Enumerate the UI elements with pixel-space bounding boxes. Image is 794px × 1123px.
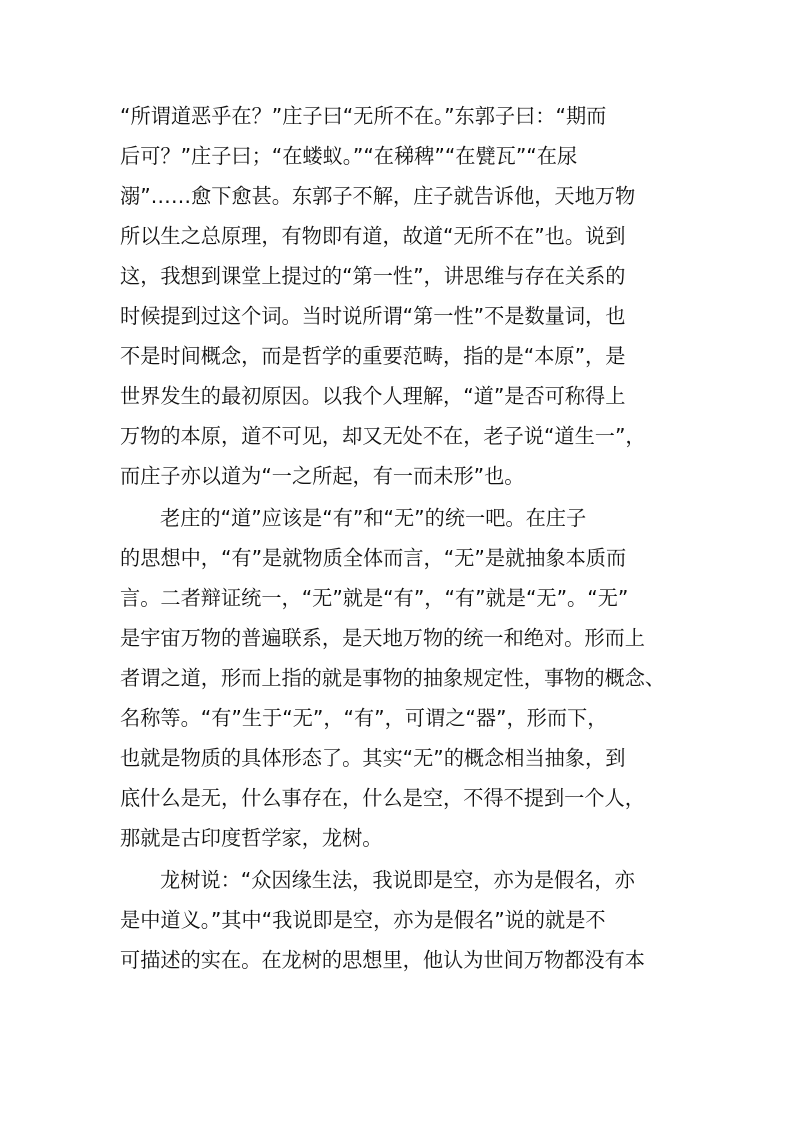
- text-line: 是中道义。”其中“我说即是空，亦为是假名”说的就是不: [120, 908, 606, 932]
- paragraph-start-line: 老庄的“道”应该是“有”和“无”的统一吧。在庄子: [160, 506, 587, 530]
- paragraph-start-line: 龙树说：“众因缘生法，我说即是空，亦为是假名，亦: [160, 868, 635, 892]
- text-line: 而庄子亦以道为“一之所起，有一而未形”也。: [120, 464, 525, 488]
- text-line: 时候提到过这个词。当时说所谓“第一性”不是数量词，也: [120, 304, 626, 328]
- text-line: 可描述的实在。在龙树的思想里，他认为世间万物都没有本: [120, 948, 645, 972]
- text-line: 是宇宙万物的普遍联系，是天地万物的统一和绝对。形而上: [120, 626, 645, 650]
- text-line: 言。二者辩证统一，“无”就是“有”，“有”就是“无”。“无”: [120, 586, 629, 610]
- text-line: 也就是物质的具体形态了。其实“无”的概念相当抽象，到: [120, 746, 626, 770]
- text-line: “所谓道恶乎在？”庄子曰“无所不在。”东郭子曰：“期而: [120, 104, 607, 128]
- text-line: 所以生之总原理，有物即有道，故道“无所不在”也。说到: [120, 224, 626, 248]
- text-line: 不是时间概念，而是哲学的重要范畴，指的是“本原”，是: [120, 344, 626, 368]
- text-line: 世界发生的最初原因。以我个人理解，“道”是否可称得上: [120, 384, 626, 408]
- text-line: 那就是古印度哲学家，龙树。: [120, 826, 383, 850]
- text-line: 的思想中，“有”是就物质全体而言，“无”是就抽象本质而: [120, 546, 627, 570]
- text-line: 底什么是无，什么事存在，什么是空，不得不提到一个人，: [120, 786, 645, 810]
- text-line: 名称等。“有”生于“无”，“有”，可谓之“器”，形而下，: [120, 706, 608, 730]
- text-line: 万物的本原，道不可见，却又无处不在，老子说“道生一”，: [120, 424, 646, 448]
- text-line: 溺”……愈下愈甚。东郭子不解，庄子就告诉他，天地万物: [120, 184, 636, 208]
- text-line: 后可？”庄子曰；“在蝼蚁。”“在稊稗”“在甓瓦”“在尿: [120, 144, 578, 168]
- text-line: 这，我想到课堂上提过的“第一性”，讲思维与存在关系的: [120, 264, 626, 288]
- text-line: 者谓之道，形而上指的就是事物的抽象规定性，事物的概念、: [120, 666, 666, 690]
